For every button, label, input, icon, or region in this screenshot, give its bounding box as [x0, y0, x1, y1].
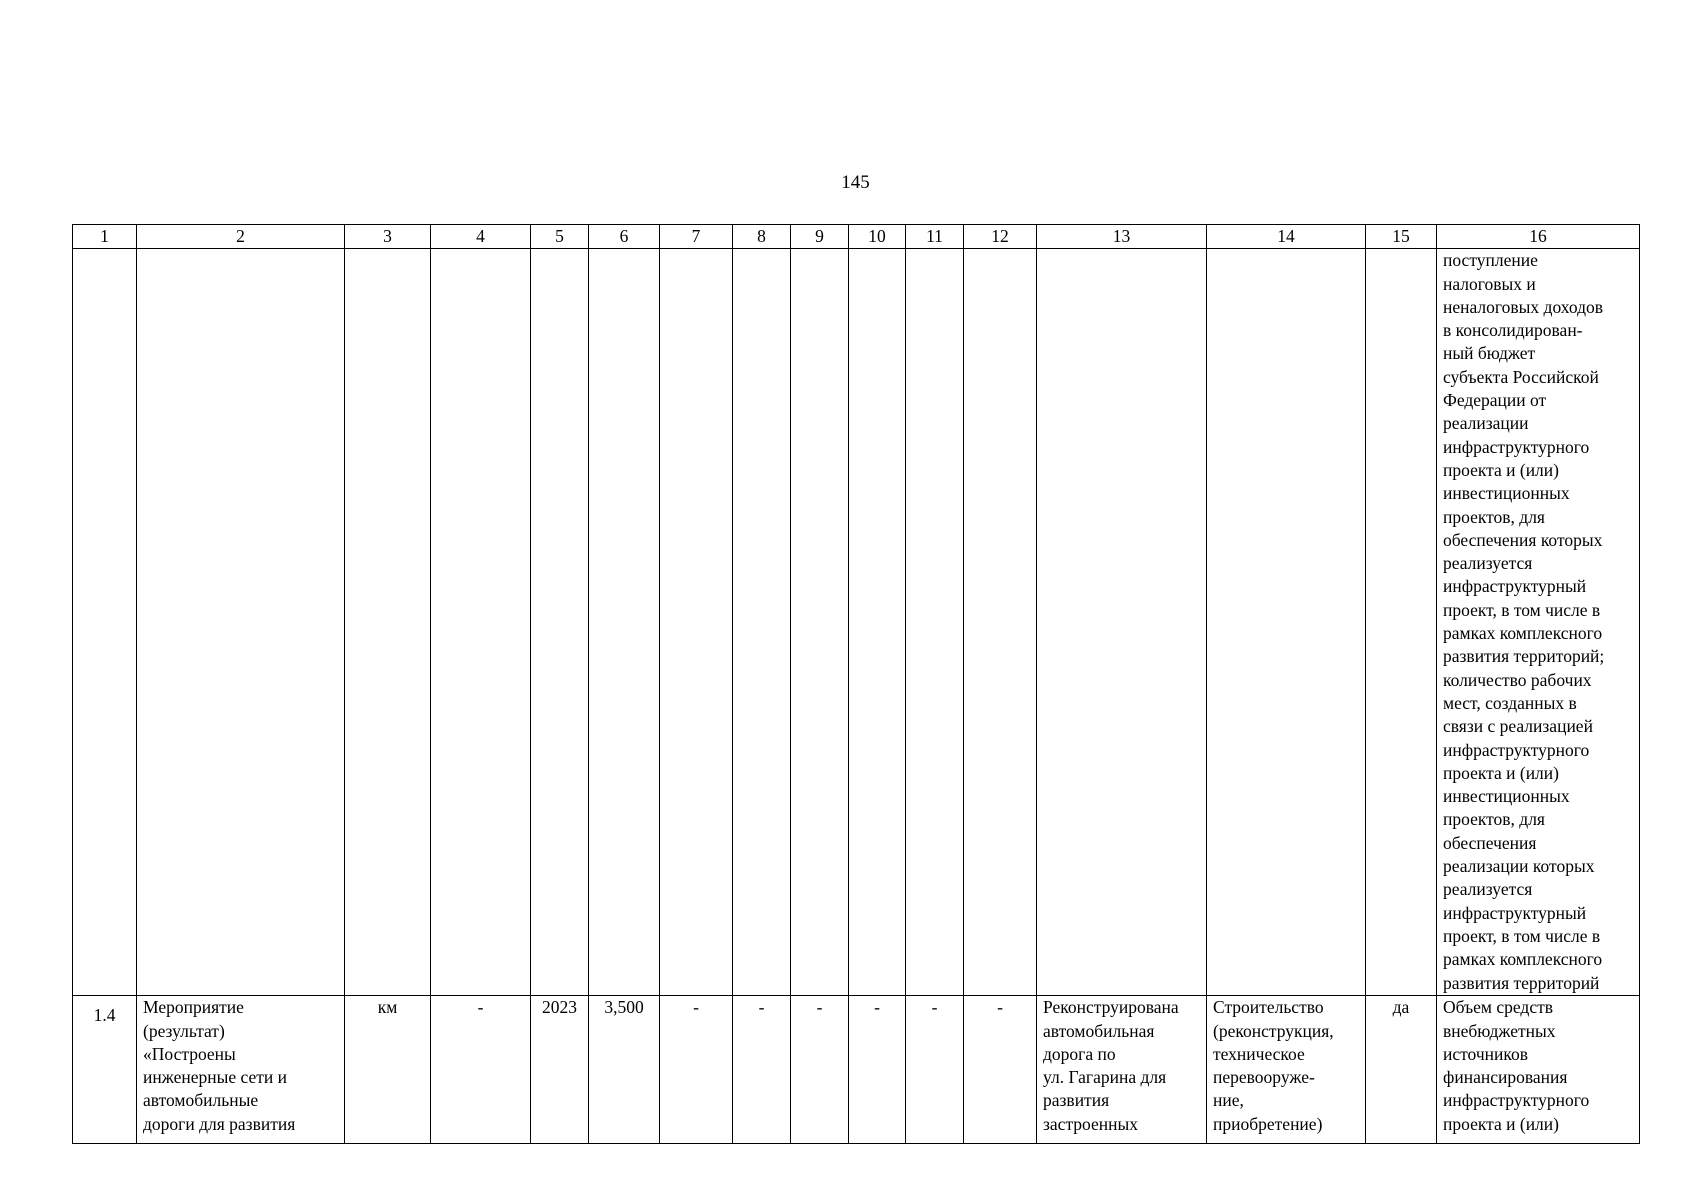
table-cell [531, 249, 589, 996]
column-number: 3 [345, 225, 431, 249]
table-cell [906, 249, 964, 996]
table-cell [660, 249, 733, 996]
table-cell [1207, 249, 1366, 996]
column-number: 9 [791, 225, 849, 249]
table-cell [73, 249, 137, 996]
value-cell: 3,500 [589, 996, 660, 1144]
indicator-description-cell: поступление налоговых и неналоговых доходов в консолидирован- ный бюджет субъекта Российской Федерации от реализации инфраструктурного проекта и (или) инвестиционных проектов, для обеспечения которых реализуется инфраструктурный проект, в том числе в рамках комплексного развития территорий; количество рабочих мест, созданных в связи с реализацией инфраструктурного проекта и (или) инвестиционных проектов, для обеспечения реализации которых реализуется инфраструктурный проект, в том числе в рамках комплексного развития территорий [1437, 249, 1640, 996]
indicator-description-cell: Объем средств внебюджетных источников финансирования инфраструктурного проекта и (или) [1437, 996, 1640, 1144]
column-number: 4 [431, 225, 531, 249]
measures-table [72, 224, 1640, 1144]
column-number: 1 [73, 225, 137, 249]
table-cell: - [791, 996, 849, 1144]
table-cell: - [733, 996, 791, 1144]
column-number: 15 [1366, 225, 1437, 249]
row-number-cell: 1.4 [73, 996, 137, 1144]
column-number: 11 [906, 225, 964, 249]
column-number: 14 [1207, 225, 1366, 249]
table-cell [431, 249, 531, 996]
table-cell [791, 249, 849, 996]
unit-cell: км [345, 996, 431, 1144]
result-description-cell: Реконструирована автомобильная дорога по ул. Гагарина для развития застроенных [1037, 996, 1207, 1144]
column-number: 2 [137, 225, 345, 249]
measure-name-cell: Мероприятие (результат) «Построены инженерные сети и автомобильные дороги для развития [137, 996, 345, 1144]
table-cell: - [431, 996, 531, 1144]
table-cell [1366, 249, 1437, 996]
column-number: 7 [660, 225, 733, 249]
column-number: 16 [1437, 225, 1640, 249]
table-row-1-4 [73, 996, 1640, 1144]
table-cell [137, 249, 345, 996]
flag-cell: да [1366, 996, 1437, 1144]
column-number: 6 [589, 225, 660, 249]
column-number: 12 [964, 225, 1037, 249]
table-cell [589, 249, 660, 996]
table-cell: - [660, 996, 733, 1144]
table-cell [345, 249, 431, 996]
column-number: 10 [849, 225, 906, 249]
column-number: 5 [531, 225, 589, 249]
table-cell [964, 249, 1037, 996]
table-cell [1037, 249, 1207, 996]
page-number: 145 [841, 172, 870, 193]
table-cell: - [849, 996, 906, 1144]
table-row-continued [73, 249, 1640, 996]
table-cell: - [964, 996, 1037, 1144]
year-cell: 2023 [531, 996, 589, 1144]
column-number-row [73, 225, 1640, 249]
table-cell [733, 249, 791, 996]
table-cell [849, 249, 906, 996]
column-number: 8 [733, 225, 791, 249]
table-cell: - [906, 996, 964, 1144]
column-number: 13 [1037, 225, 1207, 249]
measure-type-cell: Строительство (реконструкция, техническое перевооруже- ние, приобретение) [1207, 996, 1366, 1144]
